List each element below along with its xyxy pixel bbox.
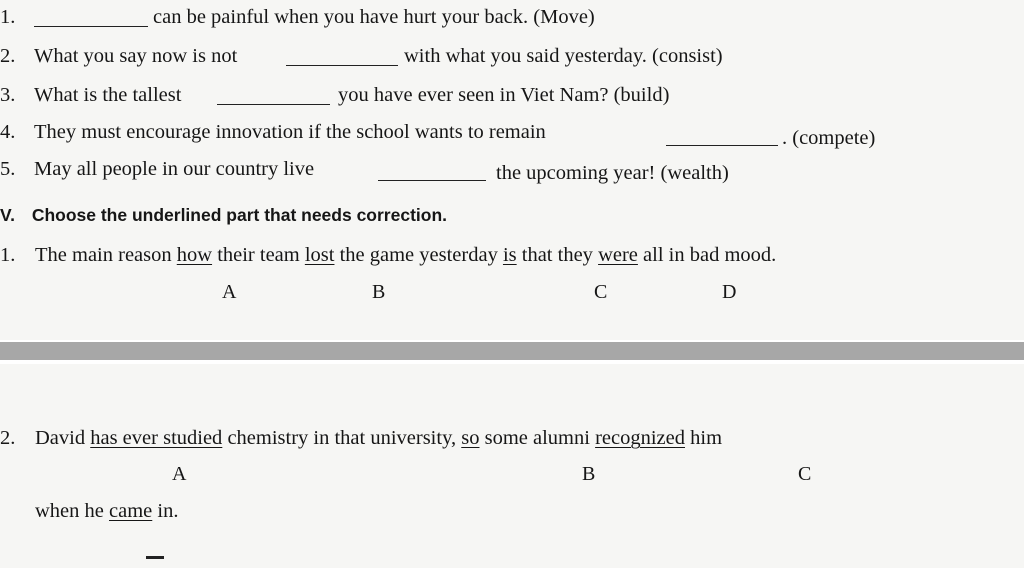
sentence-part: their team — [212, 244, 305, 266]
sentence-number: 3. — [0, 84, 16, 106]
sentence-part: The main reason — [35, 244, 177, 266]
underlined-part-b[interactable]: lost — [304, 244, 335, 266]
underlined-part-c[interactable]: recognized — [595, 427, 685, 449]
sentence-part: that they — [516, 244, 599, 266]
sentence-text-after: you have ever seen in Viet Nam? (build) — [338, 84, 670, 106]
question-sentence — [35, 244, 776, 267]
page-separator — [0, 340, 1024, 364]
sentence-part: in. — [152, 500, 179, 522]
option-label-a: A — [172, 463, 187, 485]
sentence-number: 4. — [0, 121, 16, 143]
sentence-part: him — [685, 427, 723, 449]
exercise-number: V. — [0, 205, 15, 225]
sentence-text-before: They must encourage innovation if the school wants to remain — [34, 121, 546, 143]
sentence-part: David — [35, 427, 91, 449]
option-label-b: B — [582, 463, 596, 485]
sentence-text-before: What is the tallest — [34, 84, 182, 106]
option-label-a: A — [222, 281, 237, 303]
sentence-part: when he — [35, 500, 110, 522]
answer-blank[interactable] — [666, 145, 778, 146]
answer-blank[interactable] — [217, 104, 330, 105]
exercise-title: Choose the underlined part that needs correction. — [31, 205, 448, 225]
sentence-text-after: the upcoming year! (wealth) — [496, 162, 729, 184]
answer-blank[interactable] — [34, 26, 148, 27]
option-label-d: D — [722, 281, 737, 303]
bottom-page-section — [0, 364, 1024, 568]
sentence-text-after: . (compete) — [782, 127, 876, 149]
sentence-text-after: can be painful when you have hurt your back. (Move) — [153, 6, 595, 28]
underlined-part-a[interactable]: how — [176, 244, 213, 266]
underlined-part-a[interactable]: has ever studied — [90, 427, 223, 449]
question-number: 2. — [0, 427, 16, 449]
option-label-c: C — [798, 463, 812, 485]
question-number: 1. — [0, 244, 16, 266]
sentence-text-after: with what you said yesterday. (consist) — [404, 45, 723, 67]
sentence-number: 5. — [0, 158, 16, 180]
sentence-part: some alumni — [479, 427, 596, 449]
separator-bar — [0, 342, 1024, 360]
underlined-part-d[interactable]: came — [109, 500, 153, 522]
underlined-part-b[interactable]: so — [461, 427, 480, 449]
sentence-number: 1. — [0, 6, 16, 28]
sentence-part: all in bad mood. — [637, 244, 777, 266]
underlined-part-c[interactable]: is — [502, 244, 517, 266]
sentence-part: the game yesterday — [334, 244, 503, 266]
question-2-continuation — [35, 500, 178, 523]
sentence-number: 2. — [0, 45, 16, 67]
option-label-c: C — [594, 281, 608, 303]
sentence-text-before: May all people in our country live — [34, 158, 315, 180]
answer-blank[interactable] — [378, 180, 486, 181]
sentence-part: chemistry in that university, — [222, 427, 462, 449]
option-label-b: B — [372, 281, 386, 303]
underlined-part-d[interactable]: were — [598, 244, 638, 266]
cut-off-option-label — [146, 556, 164, 559]
exercise-heading — [0, 205, 447, 226]
question-sentence — [35, 427, 722, 450]
sentence-text-before: What you say now is not — [34, 45, 238, 67]
answer-blank[interactable] — [286, 65, 398, 66]
